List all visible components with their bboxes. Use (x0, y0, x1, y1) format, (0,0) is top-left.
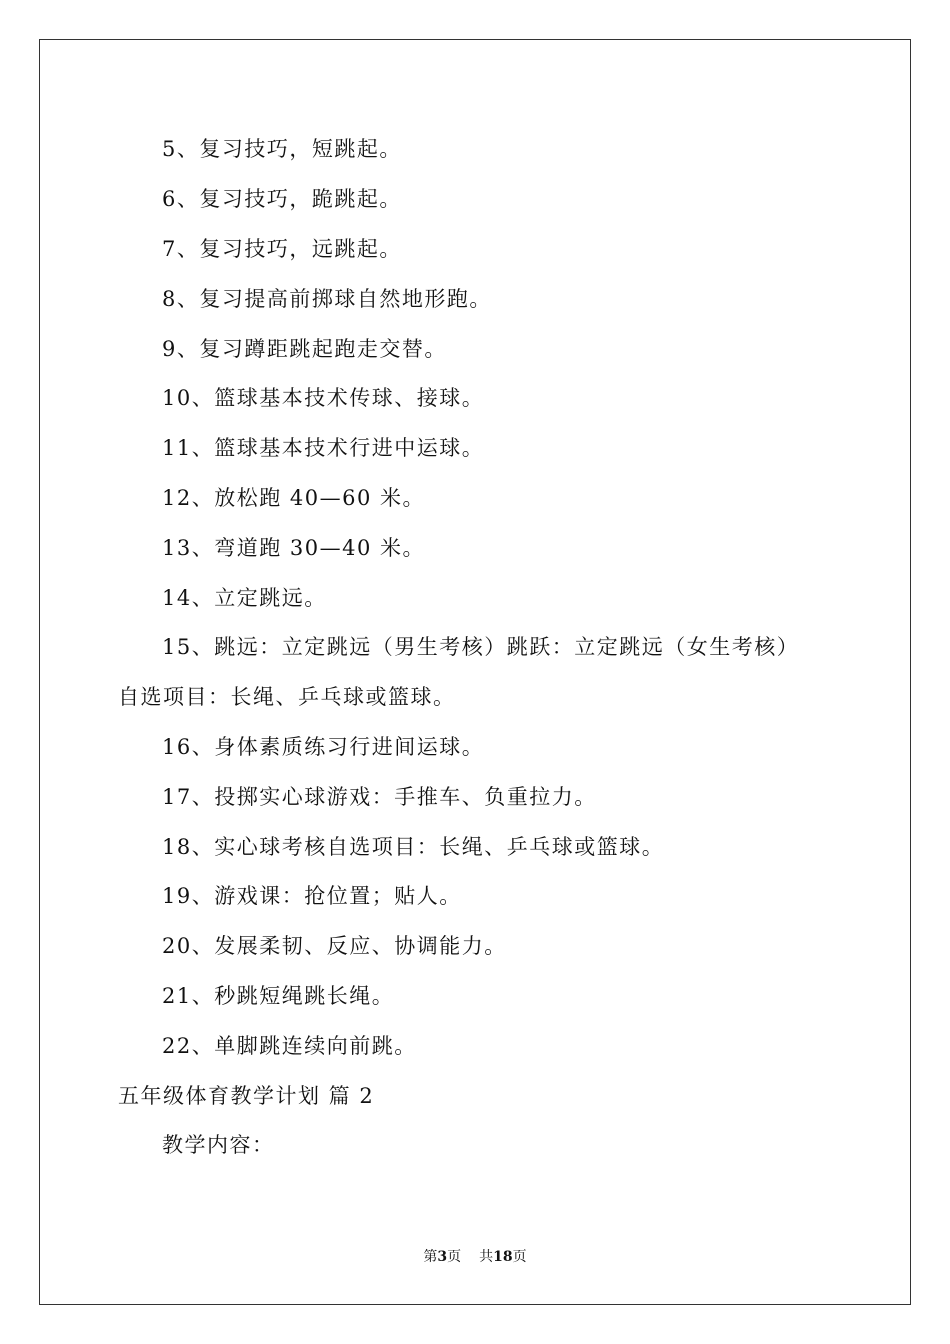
footer-page-suffix: 页 (447, 1249, 462, 1265)
list-item: 17、投掷实心球游戏：手推车、负重拉力。 (162, 785, 597, 809)
list-item: 6、复习技巧，跪跳起。 (162, 187, 402, 211)
footer-total-prefix: 共 (479, 1249, 494, 1265)
page-footer (0, 1248, 950, 1266)
paragraph: 教学内容： (162, 1133, 275, 1157)
list-item: 19、游戏课：抢位置；贴人。 (162, 884, 462, 908)
list-item: 22、单脚跳连续向前跳。 (162, 1034, 417, 1058)
list-item: 8、复习提高前掷球自然地形跑。 (162, 287, 492, 311)
footer-page-prefix: 第 (423, 1249, 438, 1265)
list-item-continuation: 自选项目：长绳、乒乓球或篮球。 (118, 685, 456, 709)
footer-total-suffix: 页 (512, 1249, 527, 1265)
list-item: 9、复习蹲距跳起跑走交替。 (162, 337, 447, 361)
list-item: 13、弯道跑 30—40 米。 (162, 536, 426, 560)
footer-total-pages: 18 (493, 1249, 513, 1265)
list-item: 12、放松跑 40—60 米。 (162, 486, 426, 510)
list-item: 7、复习技巧，远跳起。 (162, 237, 402, 261)
list-item: 14、立定跳远。 (162, 586, 327, 610)
list-item: 10、篮球基本技术传球、接球。 (162, 386, 485, 410)
footer-page-number: 3 (437, 1249, 448, 1265)
list-item: 18、实心球考核自选项目：长绳、乒乓球或篮球。 (162, 835, 665, 859)
list-item: 11、篮球基本技术行进中运球。 (162, 436, 485, 460)
list-item: 20、发展柔韧、反应、协调能力。 (162, 934, 507, 958)
page-border (39, 39, 911, 1305)
list-item: 21、秒跳短绳跳长绳。 (162, 984, 395, 1008)
list-item: 5、复习技巧，短跳起。 (162, 137, 402, 161)
list-item: 16、身体素质练习行进间运球。 (162, 735, 485, 759)
section-heading: 五年级体育教学计划 篇 2 (118, 1084, 375, 1108)
list-item: 15、跳远：立定跳远（男生考核）跳跃：立定跳远（女生考核） (162, 635, 800, 659)
